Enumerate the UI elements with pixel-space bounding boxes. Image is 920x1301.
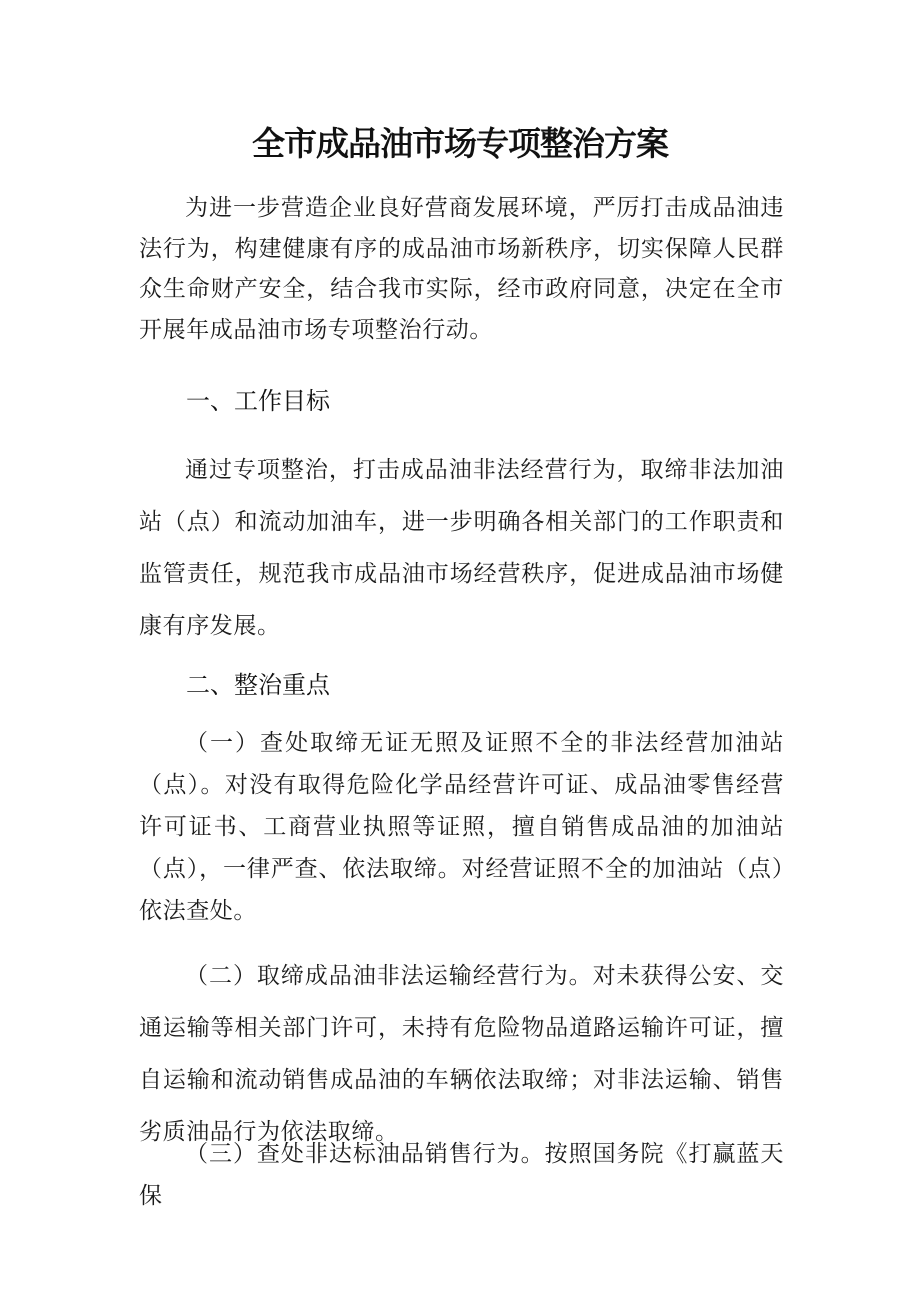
goals-paragraph: 通过专项整治，打击成品油非法经营行为，取缔非法加油站（点）和流动加油车，进一步明确各相关部门的工作职责和监管责任，规范我市成品油市场经营秩序，促进成品油市场健康有序发展。	[139, 457, 784, 639]
focus-item-2: （二）取缔成品油非法运输经营行为。对未获得公安、交通运输等相关部门许可，未持有危险物品道路运输许可证，擅自运输和流动销售成品油的车辆依法取缔；对非法运输、销售劣质油品行为依法取缔。	[139, 963, 784, 1145]
section-heading-focus: 二、整治重点	[186, 671, 330, 699]
document-title: 全市成品油市场专项整治方案	[252, 124, 668, 163]
section-heading-goals: 一、工作目标	[186, 387, 330, 415]
focus-item-3: （三）查处非达标油品销售行为。按照国务院《打赢蓝天保	[139, 1141, 784, 1209]
intro-paragraph: 为进一步营造企业良好营商发展环境，严厉打击成品油违法行为，构建健康有序的成品油市场新秩序，切实保障人民群众生命财产安全，结合我市实际，经市政府同意，决定在全市开展年成品油市场专项整治行动。	[139, 195, 784, 343]
focus-item-1: （一）查处取缔无证无照及证照不全的非法经营加油站（点）。对没有取得危险化学品经营许可证、成品油零售经营许可证书、工商营业执照等证照，擅自销售成品油的加油站（点），一律严查、依法取缔。对经营证照不全的加油站（点）依法查处。	[139, 730, 784, 924]
